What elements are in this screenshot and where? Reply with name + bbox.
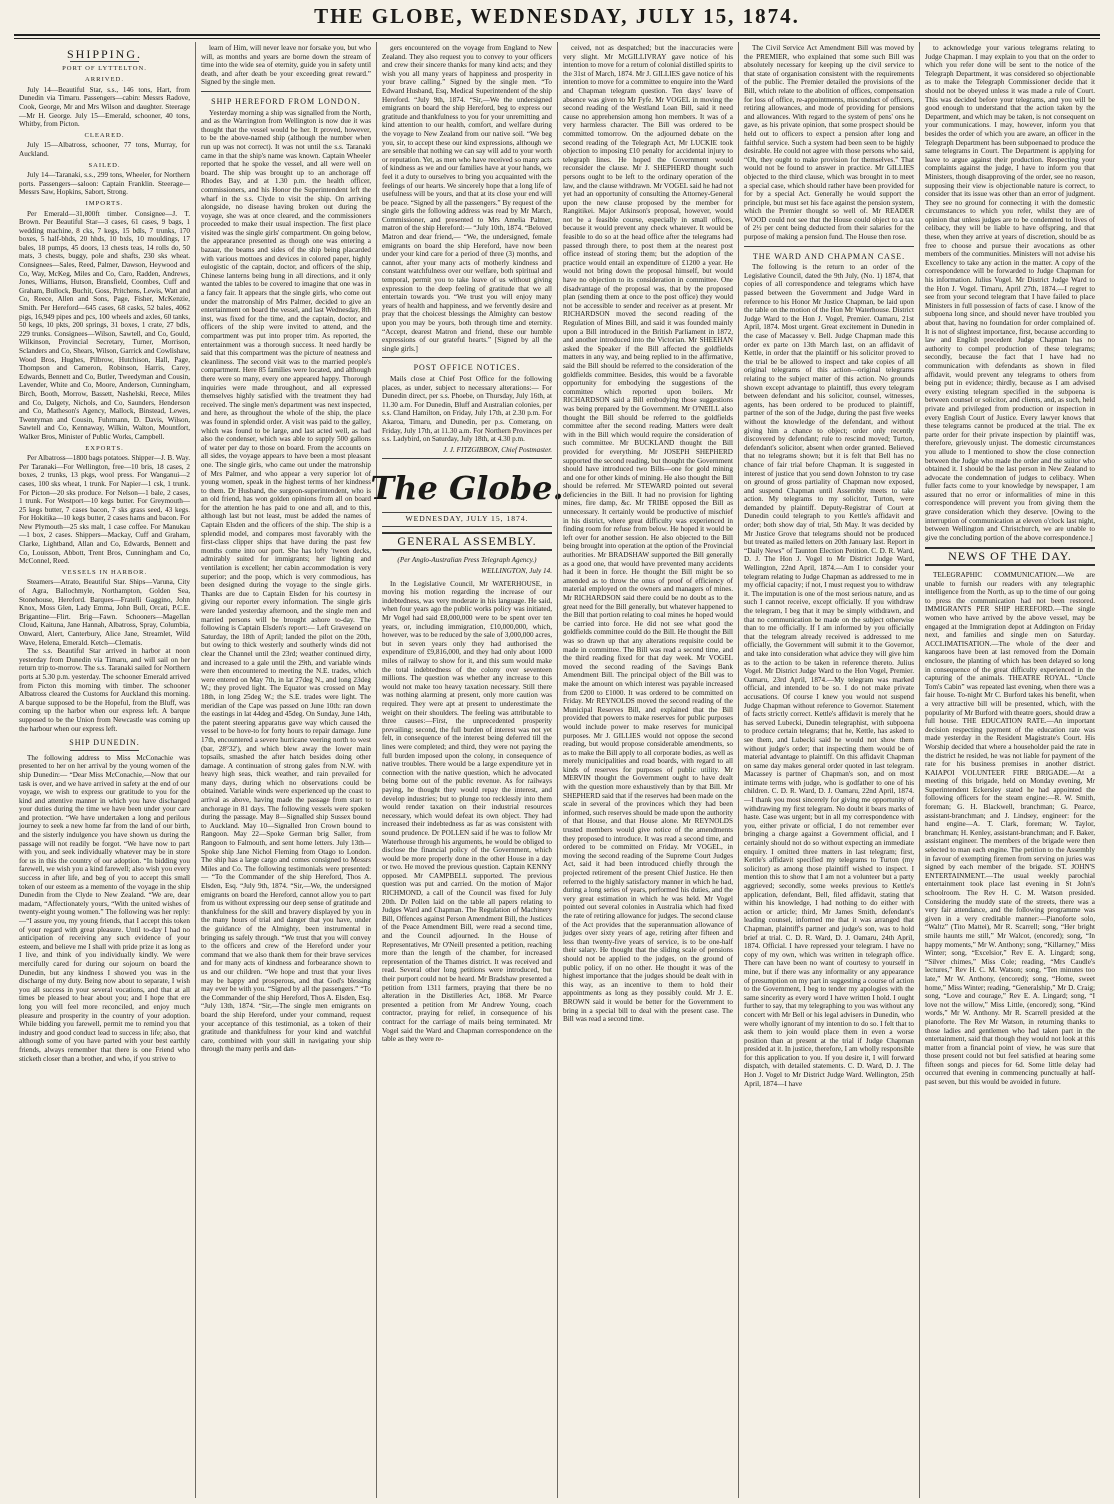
column-3 xyxy=(370,42,564,1498)
column-2 xyxy=(195,42,376,1498)
date-bar: WEDNESDAY, JULY 15, 1874. xyxy=(382,512,552,527)
column-4 xyxy=(557,42,738,1498)
cleared-text: July 15—Albatross, schooner, 77 tons, Murray, for Auckland. xyxy=(19,141,190,158)
assembly-text: In the Legislative Council, Mr WATERHOUSE, in moving his motion regarding the increase of our indebtedness, was very moderate in his language. He said, when four years ago the public works policy was initiated, Mr Vogel had said £8,000,000 were to be spent over ten years, or, including immigration, £10,000,000, which, however, was to be reduced by the sale of 3,000,000 acres, but in seven years only they had authorised the expenditure of £9,816,000, and they had only about 1000 miles of railway to show for it, and this sum would make the total indebtedness of the colony over seventeen millions. The question was whether any increase to this would not make too heavy taxation necessary. Still there was nothing alarming at present, only more caution was required. They were apt at present to underestimate the weight on their shoulders. The feeling was attributable to three causes:—First, the unprecedented prosperity prevailing; second, the full burden of interest was not yet felt, in consequence of the interest being deferred till the lines were completed; and third, they were not paying the full burden imposed upon the colony, in consequence of native troubles. There would be a large expenditure yet in connection with the native question, which he advocated being borne out of the public revenue. As for railways paying, he thought they would repay the interest, and develop industries; but to plunge too recklessly into them would render taxation on their industrial resources necessary, which would defeat its own object. They had increased their indebtedness as far as was consistent with sound prudence. Dr POLLEN said if he was to follow Mr Waterhouse through his arguments, he would be obliged to disclose the financial policy of the Government, which would be more properly done in the other House in a day or two. He moved the previous question. Captain KENNY opposed. Mr CAMPBELL supported. The previous question was put and carried. On the motion of Major RICHMOND, a call of the Council was fixed for July 20th. Dr Pollen laid on the table all papers relating to Judges Ward and Chapman. The Regulation of Machinery Bill, Offences against Person Amendment Bill, the Justices of the Peace Amendment Bill, were read a second time, and the Council adjourned. In the House of Representatives, Mr O'Neill presented a petition, reaching more than the length of the chamber, for increased representation of the Thames district. It was received and read. Several other long petitions were introduced, but their purport could not be heard. Mr Bradshaw presented a petition from 1311 farmers, praying that there be no alteration in the Distilleries Act, 1868. Mr Pearce presented a petition from Mr Andrew Young, coach contractor, praying for relief, in consequence of his contract for the carriage of mails being terminated. Mr Vogel said the Ward and Chapman correspondence on the table as they were re- xyxy=(382,579,552,1044)
globe-logo-text: The Globe. xyxy=(370,469,564,508)
sailed-heading: SAILED. xyxy=(88,161,121,169)
globe-title xyxy=(370,465,564,509)
port-heading: PORT OF LYTTELTON. xyxy=(62,64,147,72)
ship-dunedin-text: The following address to Miss McConachie was presented to her on her arrival by the young women of the ship Dunedin:— “Dear Miss McConachie,—Now that our task is over, and we have arrived in safety at the end of our voyage, we wish to express our gratitude to you for the kind and attentive manner in which you have discharged your duties during the time we have been under your care and protection. “We have undertaken a long and perilous journey to seek a new home far from the land of our birth, and the sisterly indulgence you have shown us during the passage will not readily be forgot. “We have now to part with you, and seek individually whatever may be in store for us in this the country of our adoption. “In bidding you farewell, we wish you a kind farewell; also wish you every success in after life, and beg of you to accept this small token of our esteem as a memento of the voyage in the ship Dunedin from the Clyde to New Zealand. “We are, dear madam, “Affectionately yours, “With the united wishes of twenty-eight young women.” The following was her reply:—“I assure you, my young friends, that I accept this token of your regard with great pleasure. Until to-day I had no anticipation of receiving any such evidence of your esteem, and believe me I shall with pride prize it as long as I live, and think of you individually kindly. We were mercifully cared for during our sojourn on board the Dunedin, but any kindness I showed you was in the discharge of my duty. Being now about to separate, I wish you all success in your several vocations, and that at all times be pleased to hear about you; and I hope that ere long you will feel more reconciled, and enjoy much pleasure and prosperity in the country of your adoption. While bidding you farewell, permit me to remind you that industry and good conduct lead to success in life; also, that although some of you have parted with your best earthly friends, always remember that there is one Friend who sticketh closer than a brother, and who, if you strive to xyxy=(19,753,190,1063)
globe-blackletter-logo xyxy=(370,465,564,509)
ward-chapman-heading: THE WARD AND CHAPMAN CASE. xyxy=(752,251,906,261)
hereford-text: Yesterday morning a ship was signalled from the North, and as the Warrington from Wellington is now due it was thought that the vessel would be her. It proved, however, to be the above-named ship (although the number when run up was not correct). It was not until the s.s. Taranaki came in that the ship's name was known. Captain Wheeler reported that he spoke the vessel, and all were well on board. The ship was brought up to an anchorage off Rhodes Bay, and at 1.30 p.m. the health officer, commissioners, and his Honor the Superintendent left the wharf in the s.s. Clyde to visit the ship. On arriving alongside, no disease having broken out during the voyage, she was at once cleared, and the commissioners proceeded to make their usual inspection. The first place visited was the single girls' compartment. On going below, the appearance presented as though one was entering a bazaar, the beams and sides of the ship being placarded with various mottoes and devices in colored paper, highly eulogistic of the captain, doctor, and officers of the ship, Chinese lanterns being hung in all directions, and it only wanted the tables to be covered to imagine that one was in a fancy fair. It appears that the single girls, who come out under the matronship of Mrs Palmer, decided to give an entertainment on board the vessel, and last Wednesday, 8th inst, was fixed for the time, and the captain, doctor, and officers of the ship were invited to attend, and the compartment was put into proper trim. As reported, the entertainment was a thorough success. It need hardly be said that this compartment was the picture of neatness and cleanliness. The second visit was to the married people's compartment. Here 85 families were located, and although there were so many, every one appeared happy. Thorough inquiries were made throughout, and all expressed themselves highly satisfied with the treatment they had received. The single men's department was next inspected, and here, as throughout the whole of the ship, the place was found in splendid order. A visit was paid to the galley, which was found to be large, and last acted well, as had also the condenser, which was able to supply 500 gallons of water per day to those on board. From the accounts on all sides, the voyage appears to have been a most pleasant one. The single girls, who came out under the matronship of Mrs Palmer, and who appear a very superior lot of young women, speak in the highest terms of her kindness to them. Dr Husband, the surgeon-superintendent, who is an old friend, has won golden opinions from all on board for the attention he has paid to one and all, and to this, although last but not least, must be added the names of Captain Elsden and the officers of the ship. The ship is a splendid model, and compares most favorably with the first-class clipper ships that have during the past few months come into our port. She has lofty 'tween decks, admirably suited for immigrants; her lighting and ventilation is excellent; her cabin accommodation is very superior; and the poop, which is very commodious, has been designed during the voyage to the single girls. Thanks are due to Captain Elsden for his courtesy in giving our reporter every information. The single girls were landed yesterday afternoon, and the single men and married persons will be brought ashore to-day. The following is Captain Elsden's report:— Left Gravesend on Saturday, the 18th of April; landed the pilot on the 20th, but owing to thick westerly and southerly winds did not clear the Channel until the 23rd; weather continued dirty, and increased to a gale until the 29th, and variable winds were then encountered to meeting the N.E. trades, which were entered on May 7th, in lat 27deg N., and long 23deg W.; they proved light. The Equator was crossed on May 18th, in long 25deg W.; the S.E. trades were light. The meridian of the Cape was passed on June 10th: ran down the eastings in lat 44deg and 45deg. On Sunday, June 14th, the patent steering apparatus gave way which caused the vessel to be hove-to for forty hours to repair damage. June 17th, encountered a severe hurricane veering north to west (bar, 28°32'), and which blew away the lower main topsails, smashed the after hatch besides doing other damage. A continuation of strong gales from N.W. with heavy high seas, thick weather, and rain prevailed for many days, during which no observations could be obtained. Variable winds were experienced up the coast to arrival as above, having made the passage from start to anchorage in 81 days. The following vessels were spoken during the passage. May 8—Signalled ship Sussex bound to Auckland. May 10—Signalled Iron Crown bound to Rangoon. May 22—Spoke German brig Saller, from Rangoon to Falmouth, and sent home letters. July 13th—Spoke ship Jane Nichol Fleming from Otago to London. The ship has a large cargo and comes consigned to Messrs Miles and Co. The following testimonials were presented:— “To the Commander of the ship Hereford, Thos A. Elsden, Esq. “July 9th, 1874. “Sir,—We, the undersigned emigrants on board the Hereford, cannot allow you to part from us without expressing our deep sense of gratitude and thankfulness for the skill and bravery displayed by you in the many hours of trial and danger that you have, under the guidance of the Almighty, been instrumental in bringing us safely through. “We trust that you will convey to the officers and crew of the Hereford under your command that we also thank them for their brave services and for many acts of kindness and forbearance shown to us and our children. “We hope and trust that your lives may be happy and prosperous, and that God's blessing may ever be with you. “Signed by all the passengers.” “To the Commander of the ship Hereford, Thos A. Elsden, Esq. “July 13th, 1874. “Sir,—The single men emigrants on board the ship Hereford, under your command, request your acceptance of this testimonial, as a token of their gratitude and thankfulness for your kind and watchful care, combined with your skill in navigating your ship through the many perils and dan- xyxy=(201,108,371,1054)
news-of-the-day-text: TELEGRAPHIC COMMUNICATION.—We are unable to furnish our readers with any telegraphic intelligence from the North, as up to the time of our going to press the communication had not been restored. IMMIGRANTS PER SHIP HEREFORD.—The single women who have arrived by the above vessel, may be engaged at the Immigration depot at Addington on Friday next, and families and single men on Saturday. ACCLIMATISATION.—The whole of the deer and kangaroos have been at last removed from the Domain enclosure, the planting of which has been delayed so long in consequence of the great difficulty experienced in the capturing of the animals. THEATRE ROYAL. “Uncle Tom's Cabin” was repeated last evening, when there was a fair house. To-night Mr C. Burford takes his benefit, when a very attractive bill will be presented, which, with the popularity of Mr Burford with theatre goers, should draw a full house. THE EDUCATION RATE.—An important decision respecting payment of the education rate was made yesterday in the Resident Magistrate's Court. His Worship decided that where a householder paid the rate in the district he resided, he was not liable for payment of the rate for his business premises in another district. KAIAPOI VOLUNTEER FIRE BRIGADE.—At a meeting of this brigade, held on Monday evening, Mr Superintendent Eckersley stated he had appointed the following officers for the steam engine:—R. W. Smith, foreman; G. H. Blackwell, branchman; G. Pearce, assistant-branchman; and J. Lindsey, engineer: for the hand engine—A. T. Clark, foreman; W. Taylor, branchman; H. Kenley, assistant-branchman; and F. Baker, assistant engineer. The members of the brigade were then selected to man each engine. The petition to the Assembly in favour of exempting firemen from serving on juries was signed by each member of the brigade. ST. JOHN'S ENTERTAINMENT.—The usual weekly parochial entertainment took place last evening in St John's schoolroom. The Rev H. C. M. Watson presided. Considering the muddy state of the streets, there was a very fair attendance, and the following programme was given in a very creditable manner:—Pianoforte solo, “Waltz” (Tito Mattei), Mr R. Scarrell; song, “Her bright smile haunts me still,” Mr Walcot, (encored); song, “In happy moments,” Mr W. Anthony; song, “Killarney,” Miss Winter; song, “Excelsior,” Rev E. A. Lingard; song, “Silver chimes,” Miss Cole; reading, “Mrs Caudle's lectures,” Rev H. C. M. Watson; song, “Ten minutes too late,” Mr W. Anthony, (encored); song, “Home, sweet home,” Miss Winter; reading, “Generalship,” Mr D. Craig; song, “Love and courage,” Rev E. A. Lingard; song, “I love not the willow,” Miss Little, (encored); song, “Kind words,” Mr W. Anthony. Mr R. Scarrell presided at the pianoforte. The Rev Mr Watson, in returning thanks to those ladies and gentlemen who had taken part in the entertainment, said that though they would not look at this matter from a financial point of view, he was sure that those present could not but feel satisfied at hearing some fifteen songs and pieces for 6d. Some little delay had occurred that evening in commencing punctually at half-past seven, but this would be avoided in future. xyxy=(925,571,1095,1087)
sailed-text: July 14—Taranaki, s.s., 299 tons, Wheeler, for Northern ports. Passengers—saloon: Captain Franklin. Steerage—Messrs Saw, Hopkins, Sabort, Strong. xyxy=(19,171,190,197)
assembly-continuation: ceived, not as despatched; but the inaccuracies were very slight. Mr McGILLIVRAY gave notice of his intention to move for a return of colonial distilled spirits to the 31st of March, 1874. Mr J. GILLIES gave notice of his intention to move for a committee to enquire into the Ward and Chapman telegram question. Ten days' leave of absence was given to Mr Fyfe. Mr VOGEL in moving the second reading of the Westland Loan Bill, said it need cause no apprehension among hon members. It was of a very harmless character. The Bill was ordered to be committed tomorrow. On the adjourned debate on the second reading of the Telegraph Act, Mr LUCKIE took objection to imposing £10 penalty for accidental injury to telegraph lines. He hoped the Government would reconsider the clause. Mr J. SHEPHERD thought such persons ought to be left to the ordinary operation of the law, and the clause withdrawn. Mr VOGEL said he had not yet had an opportunity of consulting the Attorney-General upon the new clause proposed by the member for Rangitikei. Major Atkinson's proposal, however, would not be a feasible course, especially in small offices, because it would prevent any check whatever. It would be feasible to do so at the head office after the telegrams had passed through there, to post them at the nearest post office instead of storing them; but the adoption of the practice would entail an expenditure of £1200 a year. He would not bring down the proposal himself, but would have no objection to its consideration in committee. One disadvantage of the proposal was, that by the proposed plan (sending them at once to the post office) they would not be accessible to sender and receiver as at present. Mr RICHARDSON moved the second reading of the Regulation of Mines Bill, and said it was founded mainly upon a Bill introduced in the British Parliament in 1872, and another introduced into the Victorian. Mr SHEEHAN asked the Speaker if the Bill affected the goldfields matters in any way, and being replied to in the affirmative, said the Bill should be referred to the consideration of the goldfields committee. Besides, this would be a favorable opportunity for embodying the suggestions of the committee which reported upon boilers. Mr RICHARDSON said a Bill embodying those suggestions was being prepared by the Government. Mr O'NEILL also thought the Bill should be referred to the goldfields committee after the second reading. Matters were dealt with in the Bill which would require the consideration of such committee. Mr BUCKLAND thought the Bill provided for everything. Mr JOSEPH SHEPHERD supported the second reading, but thought the Government should have introduced two Bills—one for gold mining and one for other kinds of mining. He also thought the Bill should be referred. Mr STEWARD pointed out several deficiencies in the Bill. It had no provision for lighting mines, fire damp, &c. Mr TRIBE opposed the Bill as unnecessary. It certainly would be productive of mischief in his district, where great difficulty was experienced in finding room for refuse from below. He hoped it would be left over for another session. He also objected to the Bill being brought into operation at the option of the Provincial authorities. Mr BRADSHAW supported the Bill generally as a good one, that would have prevented many accidents had it been in force. He thought the Bill might be so amended as to throw the onus of proof of efficiency of material employed on the owners and managers of mines. Mr RICHARDSON said there could be no doubt as to the great need for the Bill generally, but whatever happened to the Bill that portion relating to coal mines he hoped would be carried into force. He did not see what good the goldfields committee could do the Bill. He thought the Bill was so drawn up that any alterations requisite could be made in committee. The Bill was read a second time, and the third reading fixed for that day week. Mr VOGEL moved the second reading of the Savings Bank Amendment Bill. The principal object of the Bill was to make the amount on which interest was payable increased from £200 to £1000. It was ordered to be committed on Friday. Mr REYNOLDS moved the second reading of the Municipal Reserves Bill, and explained that the Bill provided that powers to make reserves for public purposes would include power to make reserves for municipal purposes. Mr J. GILLIES would not oppose the second reading, but would propose considerable amendments, so as to make the Bill apply to all corporate bodies, as well as merely municipalities and road boards, with regard to all kinds of reserves for purposes of public utility. Mr MERVIN thought the Government ought to have dealt with the question more exhaustively than by that Bill. Mr SHEPHERD said that if the reserves had been made on the scale in several of the provinces which they had been informed, such reserves should be made upon the authority of that House, and that House alone. Mr REYNOLDS trusted members would give notice of the amendments they proposed to introduce. It was read a second time, and ordered to be committed on Friday. Mr VOGEL, in moving the second reading of the Supreme Court Judges Act, said it had been introduced chiefly through the projected retirement of the present Chief Justice. He then referred to the highly satisfactory manner in which he had, during a long series of years, performed his duties, and the very great estimation in which he was held. Mr Vogel pointed out several colonies in Australia which had fixed the rate of retiring allowance for judges. The second clause of the Act provides that the superannuation allowance of judges over sixty years of age, retiring after fifteen and less than twenty-five years of service, is to be one-half their salary. He thought that the sliding scale of pensions should not be applied to the judges, on the ground of public policy, if on no other. He thought it was of the highest importance that the judges should be dealt with in this way, as an incentive to them to hold their appointments as long as they possibly could. Mr J. E. BROWN said it would be better for the Government to bring in a special bill to deal with the present case. The Bill was read a second time. xyxy=(563,44,733,1024)
column-6 xyxy=(919,42,1100,1498)
divider xyxy=(744,246,914,247)
imports-text: Per Emerald—31,800ft timber. Consignee—J. T. Brown. Per Beautiful Star—3 cases, 61 cases, 9 bags, 1 wedding machine, 8 cks, 7 kegs, 15 bdls, 7 trunks, 170 boxes, 5 half-bhds, 20 hhds, 10 bxls, 10 mouldings, 17 bales, 18 pumps, 45 doors, 13 chests teas, 14 rolls do, 50 mats, 3 chests, buggy, pole and shafts, 230 sks wheat. Consignees—Sales, Reed, Palmer, Dawson, Heywood and Co, Way, McKeg, Miles and Co, Caro, Radden, Andrews, Jones, Williams, Hutson, Bransfield, Coombes, Cuff and Graham, Bullock, Buchit, Goss, Pritchens, Lewis, Watt and Co, Reece, Allen and Sons, Page, Fisher, McKenzie, Smith. Per Hereford—645 cases, 68 casks, 52 bales, 4062 pigs, 16,949 pipes and pcs, 100 wheels and axles, 60 tanks, 50 kegs, 10 pkts, 200 springs, 31 boxes, 1 crate, 27 bdls, 229 trunks. Consignees—Wilson, Sawtell, and Co, Gould, Wilkinson, Provincial Secretary, Turner, Morrison, Sclanders and Co, Shears, Wilson, Garrick and Cowlishaw, Wood Bros, Hughes, Pilbrow, Hutchison, Hall, Page, Thompson and Cameron, Robinson, Harris, Carey, Edwards, Bennett and Co, Butler, Tweedyman and Cousin, Lavender, White and Co, Moore, Anderson, Cunningham, Birch, Booth, Morrow, Bassett, Nashelski, Reece, Miles and Co, Dalgety, Nichols, and Co, Saunders, Henderson and Co, Matheson's Agency, Mallock, Binstead, Lewes, Twentyman and Cousin, Fuhrmann, D. Davis, Wilson, Sawtell and Co, Kennaway, Wilkin, Walton, Mountfort, Walker Bros, Minister of Public Works, Campbell. xyxy=(19,209,190,441)
arrived-text: July 14—Beautiful Star, s.s., 146 tons, Hart, from Dunedin via Timaru. Passengers—cabin: Messrs Radove, Cook, George, Mr and Mrs Wilson and daughter. Steerage—Mr H. George. July 15—Emerald, schooner, 40 tons, Whitby, from Picton. xyxy=(19,85,190,129)
exports-heading: EXPORTS. xyxy=(85,444,124,452)
masthead-rule xyxy=(14,34,1100,36)
news-of-the-day-heading: NEWS OF THE DAY. xyxy=(925,547,1095,566)
columns xyxy=(14,42,1100,1498)
arrived-heading: ARRIVED. xyxy=(85,76,124,84)
exports-text: Per Albatross—1800 bags potatoes. Shipper—J. B. Way. Per Taranaki—For Wellington, free—10 bris, 18 cases, 2 boxes, 2 trunks, 13 pkgs, wool press. For Wanganui—2 cases, 100 sks wheat, 1 trunk. For Napier—1 csk, 1 trunk. For Picton—20 sks produce. For Nelson—1 bale, 2 cases, 1 trunk. For Westport—10 kegs butter. For Greymouth—25 kegs butter, 7 cases bacon, 7 sks grass seed, 43 kegs. For Hokitika—10 kegs butter, 2 cases hams and bacon. For New Plymouth—25 sks malt, 1 case coffee. For Manukau—1 box, 2 cases. Shippers—Mackay, Cuff and Graham, Clarke, Lightband, Allan and Co, Edwards, Bennett and Co, Louisson, Abbott, Trent Bros, Cunningham and Co, McConnel, Reed. xyxy=(19,454,190,566)
column-3-continuation: gers encountered on the voyage from England to New Zealand. They also request you to convey to your officers and crew their sincere thanks for many kind acts; and they wish you all many years of happiness and prosperity in your brave calling.” Signed by the single men. “To Edward Husband, Esq, Medical Superintendent of the ship Hereford. “July 9th, 1874. “Sir,—We the undersigned emigrants on board the ship Hereford, beg to express our gratitude and thankfulness to you for your unremitting and kind attention to our health, comfort, and welfare during the voyage to New Zealand from our native soil. “We beg you, sir, to accept these our kind expressions, although we are sensible that nothing we can say will add to your worth or reputation. Yet, as men who have received so many acts of kindness as we and our families have at your hands, we feel it a duty to ourselves to bring you acquainted with the feelings of our hearts. We sincerely hope that a long life of usefulness will be yours, and that at its close your end will be peace. “Signed by all the passengers.” By request of the single girls the following address was read by Mr March, Commissioner, and presented to Mrs Amelia Palmer, matron of the ship Hereford:— “July 10th, 1874. “Beloved Matron and dear friend,— “We, the undersigned, female emigrants on board the ship Hereford, have now been under your kind care for a period of three (3) months, and cannot, after your many acts of motherly kindness and constant watchfulness over our welfare, both spiritual and temporal, permit you to take leave of us without giving expression to the deep feeling of gratitude that we all entertain towards you. “We trust you will enjoy many years of health and happiness, and we fervently desire and pray that the choicest blessings the Almighty can bestow upon you may be yours, both through time and eternity. “Accept, dearest Matron and friend, these our humble expressions of our grateful hearts.” [Signed by all the single girls.] xyxy=(382,44,552,353)
divider xyxy=(70,750,138,751)
ship-dunedin-heading: SHIP DUNEDIN. xyxy=(69,738,140,748)
shipping-heading: SHIPPING. xyxy=(66,47,142,61)
post-office-text: Mails close at Chief Post Office for the following places, as under, subject to necessary alterations:— For Dunedin direct, per s.s. Phoebe, on Thursday, July 16th, at 11.30 a.m. For Dunedin, Bluff and Australian colonies, per s.s. Cland Hamilton, on Friday, July 17th, at 2.30 p.m. For Akaroa, Timaru, and Dunedin, per p.s. Comerang, on Friday, July 17th, at 11.30 a.m. For Northern Provinces per s.s. Ladybird, on Saturday, July 18th, at 4.30 p.m. xyxy=(382,374,552,444)
shipping-notes: The s.s. Beautiful Star arrived in harbor at noon yesterday from Dunedin via Timaru, and will sail on her return trip to-morrow. The s.s. Taranaki sailed for Northern ports at 5.30 p.m. yesterday. The schooner Emerald arrived from Picton this morning with timber. The schooner Albatross cleared the Customs for Auckland this morning. A barque supposed to be the Hopeful, from the Bluff, was coming up the harbor when our express left. A barque supposed to be the Union from Newcastle was coming up the harbour when our express left. xyxy=(19,647,190,733)
post-office-heading: POST OFFICE NOTICES. xyxy=(413,363,521,373)
divider xyxy=(201,91,371,92)
general-assembly-heading: GENERAL ASSEMBLY. xyxy=(382,532,552,551)
post-office-signature: J. J. FITZGIBBON, Chief Postmaster. xyxy=(442,445,552,454)
ward-chapman-continuation: to acknowledge your various telegrams relating to Judge Chapman. I may explain to you that on the order to which you refer done will be sent to the notice of the Telegraph Department, it was considered so objectionable as to make the Telegraph Commissioner decide that it should not be obeyed unless it was made a rule of Court. This was decided before your telegrams, and you will be good enough to understand that the action taken by the Department, and which may be taken, is not consequent on your communications. I may, however, inform you that besides the order of which you are aware, an officer in the Telegraph Department has been subpoenaed to produce the same telegrams in Court. The Department is applying for leave to argue against their production. Respecting your complaints against the judge, I have to inform you that Ministers, though disapproving of the order, see no reason, supposing their view is objectionable nature is correct, to consider that its issue was other than an error of judgment. They see no ground for connecting it with the domestic circumstances to which you refer, whilst they are of opinion that unless judges are to be condemned to lives of celibacy, they will be liable to have offspring, and that these, when they arrive at years of discretion, should be as free to choose and pursue their avocations as other members of the communities. Ministers will not advise his Excellency to take any action in the matter. A copy of the correspondence will be forwarded to Judge Chapman for his information. Julius Vogel. Mr District Judge Ward to the Hon J. Vogel. Timaru, April 27th, 1874.—I regret to see from your second telegram that I have failed to place Ministers in full possession of facts of case. I know of the subpoena long since, and should never have troubled you about that, having no foundation for order complained of. It is not of slightest importance, first, because according to law and English precedent Judge Chapman has no authority to compel production of these telegrams; secondly, because the fact that I have had no communication with defendants as shown in filed affidavit, would prevent any telegrams to others from being put in evidence; thirdly, because as I am advised every existing telegram specified in the subpoena is between counsel or solicitor, and clients, and, as such, held private and privileged from production or inspection in every English Court of Justice. Every lawyer knows that these telegrams cannot be produced at the trial. The ex parte order for their private inspection by plaintiff was, therefore, grievously unjust. The domestic circumstances you allude to I mentioned to show the close connection between the Judge who made the order and the suitor who obtained it. I should be the last person in New Zealand to advocate the condemnation of judges to celibacy. When fuller facts come to your knowledge by newspaper, I am assured that no error or informalities of mine in this correspondence will prevent you from giving them the grave consideration which they deserve. [Owing to the interruption of communication at eleven o'clock last night, between Wellington and Christchurch, we are unable to give the concluding portion of the above correspondence.] xyxy=(925,44,1095,542)
assembly-agency-note: (Per Anglo-Australian Press Telegraph Agency.) xyxy=(397,555,537,564)
masthead: THE GLOBE, WEDNESDAY, JULY 15, 1874. xyxy=(314,4,800,28)
hereford-heading: SHIP HEREFORD FROM LONDON. xyxy=(211,96,361,106)
column-1 xyxy=(14,42,195,1498)
civil-service-text: The Civil Service Act Amendment Bill was moved by the PREMIER, who explained that some such Bill was absolutely necessary for keeping up the civil service to that state of organisation consistent with the requirements of the public. The Premier detailed the provisions of the Bill, which relate to the abolition of offices, compensation for loss of office, re-appointments, misconduct of officers, retiring allowances, and mode of providing for pensions and allowances. With regard to the system of pens' ons he gave, as his private opinion, that some prospect should be held out to officers to expect a pension after long and faithful service. Such a system had been seen to be highly desirable. He could not agree with those persons who said, “Oh, they ought to make provision for themselves.” That would not be found to answer in practice. Mr GILLIES objected to the third clause, which was brought in to meet a special case, which should rather have been provided for for by a special Act. Generally he would support the principle, but must set his face against the pension system, which the Premier thought so well of. Mr READER WOOD could not see that the House could object to a tax of 2½ per cent being deducted from their salaries for the purpose of making a pension fund. The House then rose. xyxy=(744,44,914,242)
vessels-text: Steamers—Atrato, Beautiful Star. Ships—Varuna, City of Agra, Ballochmyle, Northampton, Golden Sea, Stonehouse, Hereford. Barques—Fratelli Gaggino, John Knox, Moss Glen, Lady Emma, John Bull, Orcati, P.C.E. Brigantine—Flirt. Brig—Fawn. Schooners—Magellan Cloud, Kaituna, Jane Hannah, Albatross, Spray, Columbia, Onward, Alert, Canterbury, Alice Jane, Streamlet, Wild Wave, Helena, Emerald. Ketch—Clematis. xyxy=(19,578,190,647)
masthead-rule-thin xyxy=(14,38,1100,39)
vessels-heading: VESSELS IN HARBOR. xyxy=(61,568,148,576)
column-5 xyxy=(738,42,919,1498)
ward-chapman-text: The following is the return to an order of the Legislative Council, dated the 9th July, (No. 1) 1874, that copies of all correspondence and telegrams which have passed between the Government and Judge Ward in reference to his Honor Mr Justice Chapman, be laid upon the table on the motion of the Hon Mr Waterhouse. District Judge Ward to the Hon J. Vogel, Premier. Oamaru, 21st April, 1874. Most urgent. Great excitement in Dunedin in the case of Macassey v. Bell. Judge Chapman made this order ex parte on 13th March last, on an affidavit of Kettle, in order that the plaintiff or his solicitor proved to the trial be be allowed to inspect and take copies of all original telegrams of this action—original telegrams relating to the subject matter of this action. No grounds shown except advantage to plaintiff, thus every telegram between defendant and his solicitor, counsel, witnesses, agents, has been ordered to be produced to plaintiff, partner of the son of the Judge, during the past five weeks without the knowledge of the defendant, and without giving him a chance to object; order only recently discovered by defendant; rule to rescind moved; Turton, defendant's solicitor, absent when order granted. Believed that no telegrams shown; but it is felt that Bell has no chance of fair trial before Chapman. It is suggested in interest of justice that you send down Johnston to try case on ground of gross partiality of Chapman now exposed, and suspend Chapman until Assembly meets to take action. My telegrams to my solicitor, Turton, were demanded by plaintiff. Deputy-Registrar of Court at Dunedin could telegraph to you Kettle's affidavit and order; both show day of trial, 5th May. It was decided by Mr Justice Grove that telegrams should not be produced but treated as mailed letters on 20th January last. Report in “Daily News” of Taunton Election Petition. C. D. R. Ward, D. J. The Hon J. Vogel to Mr District Judge Ward, Wellington, 22nd April, 1874.—Am I to consider your telegram relating to Judge Chapman as addressed to me in my official capacity; if not, I must request you to withdraw it. The imputation is one of the most serious nature, and as such I cannot receive, except officially. If you withdraw the telegram, I beg that it may be simply withdrawn, and that no communication be made on the subject otherwise than to me officially. If I am informed by you officially that the telegram already received is addressed to me officially, the Government will submit it to the Governor, and take into consideration what advice they will give him as to the action to be taken in reference thereto. Julius Vogel. Mr District Judge Ward to the Hon Vogel, Premier. Oamaru, 23rd April, 1874.—My telegram was marked official, and intended to be so. I do not make private accusations. Of course I knew you would not suspend Judge Chapman without reference to Governor. Statement of facts strictly correct. Kettle's affidavit is merely that he has served Lubecki, Dunedin telegraphist, with subpoena to produce certain telegrams; that he, Kettle, has asked to see them, and Lubecki said he would not show them without judge's order; that inspecting them would be of material advantage to plaintiff. On this affidavit Chapman on same day makes general order quoted in last telegram. Macassey is partner of Chapman's son, and on most intimate terms with judge, who is godfather to one of his children. C. D. R. Ward, D. J. Oamaru, 22nd April, 1874.—I thank you most sincerely for giving me opportunity of withdrawing my first telegram. No doubt it bears marks of haste. Case was urgent; but in all my correspondence with you, either private or official, I do not remember ever bringing a charge against a Government official, and I certainly should not do so without expecting an immediate enquiry. I omitted three matters in last telegram; first, Kettle's affidavit specified my telegrams to Turton (my solicitor) as among those plaintiff wished to inspect. I mention this to show that I am not a volunteer but a party aggrieved; secondly, some weeks previous to Kettle's application, defendant, Bell, filed affidavit, stating that within his knowledge, I had nothing to do either with action or article; third, Mr James Smith, defendant's leading counsel, informed me that it was arranged that Chapman, plaintiff's partner and judge's son, was to hold brief at trial. C. D. R. Ward, D. J. Oamaru, 24th April, 1874. Official. I have repressed your telegram. I have no copy of my own, which was written in telegraph office. There can have been no want of courtesy to yourself in mine, but if there was any informality or any appearance of presumption on my part in suggesting a course of action to the Government, I beg to tender my apologies with the same sincerity as every word I have written I hold. I ought further to say, that my telegraphing to you was without any concert with Mr Bell or his legal advisers in Dunedin, who were wholly ignorant of my intention to do so. I felt that to ask them to join would place them in even a worse position than at present at the trial if Judge Chapman presided at it. In justice, therefore, I am wholly responsible for this application to you. If you desire it, I will forward dispatch, with detailed statements. C. D. Ward, D. J. The Hon J. Vogel to Mr District Judge Ward. Wellington, 25th April, 1874—I have xyxy=(744,263,914,1088)
divider xyxy=(382,458,552,459)
column-2-continuation: learn of Him, will never leave nor forsake you, but who will, as months and years are borne down the stream of time into the wide sea of eternity, guide you in safety until death, and after death be your exceeding great reward.” Signed by the single men. xyxy=(201,44,371,87)
divider xyxy=(382,357,552,358)
assembly-dateline: WELLINGTON, July 14. xyxy=(481,567,552,576)
imports-heading: IMPORTS. xyxy=(85,199,124,207)
cleared-heading: CLEARED. xyxy=(84,131,125,139)
